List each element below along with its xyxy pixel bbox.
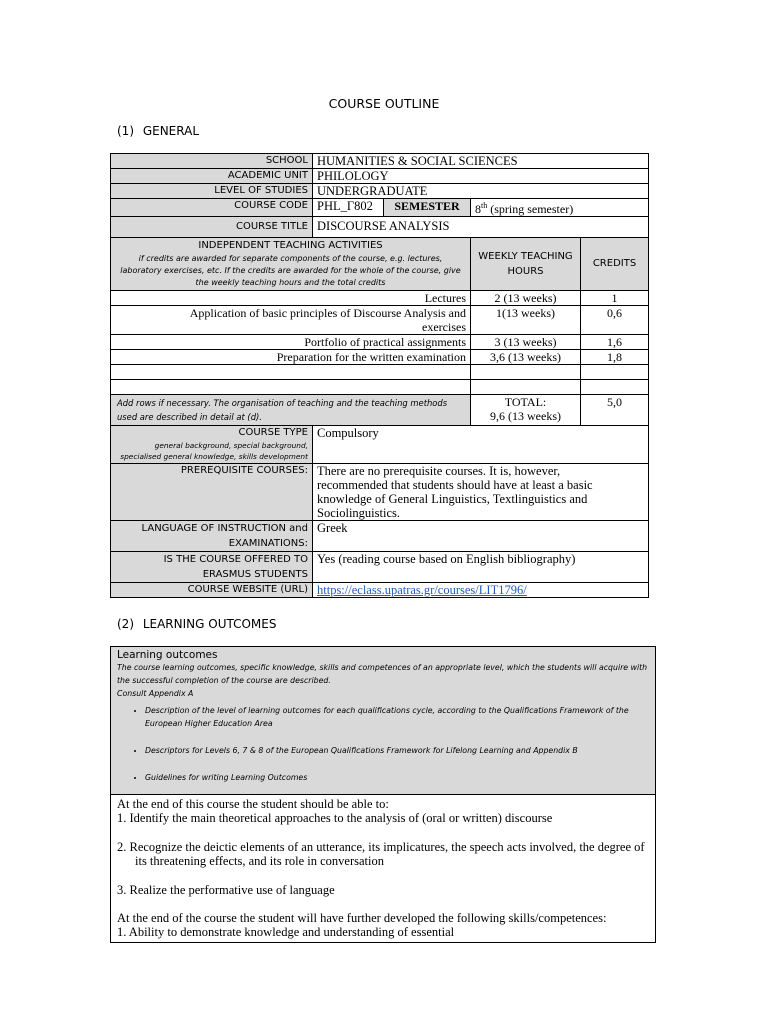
section-label: LEARNING OUTCOMES [142,617,277,631]
academic-unit-row [111,169,649,184]
course-website-link[interactable]: https://eclass.upatras.gr/courses/LIT1796/ [317,583,527,597]
outcomes-intro: At the end of this course the student should be able to: [117,797,389,811]
learning-outcomes-title: Learning outcomes [117,649,218,661]
course-title-value: DISCOURSE ANALYSIS [313,217,649,238]
page-title: COURSE OUTLINE [328,96,440,111]
course-code-label: COURSE CODE [111,199,313,217]
guidance-item: • Descriptors for Levels 6, 7 & 8 of the European Qualifications Framework for Lifelong Learning and Appendix B [145,744,649,757]
consult-appendix: Consult Appendix A [117,689,194,698]
credits-header: CREDITS [581,238,649,291]
academic-unit-value: PHILOLOGY [313,169,649,184]
level-row [111,184,649,199]
level-value: UNDERGRADUATE [313,184,649,199]
section-number: (1) [117,124,134,138]
weekly-hours-header: WEEKLY TEACHING HOURS [471,238,581,291]
activities-footer-note: Add rows if necessary. The organisation of teaching and the teaching methods used are described in detail at (d). [117,398,448,422]
course-type-row [111,426,649,464]
total-hours: 9,6 (13 weeks) [490,409,561,423]
activity-credits: 1,6 [581,335,649,350]
erasmus-value: Yes (reading course based on English bibliography) [313,552,649,583]
semester-suffix: th [481,201,488,210]
erasmus-row [111,552,649,583]
website-cell [313,583,649,598]
language-label: LANGUAGE OF INSTRUCTION and EXAMINATIONS: [111,521,313,552]
learning-outcomes-content-row [111,795,656,943]
school-row [111,154,649,169]
activity-row [111,306,649,335]
school-label: SCHOOL [111,154,313,169]
total-label: TOTAL: [504,395,547,409]
course-type-value: Compulsory [313,426,649,464]
guidance-item: • Guidelines for writing Learning Outcomes [145,771,649,784]
learning-outcomes-guidance-row [111,647,656,795]
course-type-label-cell [111,426,313,464]
activity-name: Lectures [111,291,471,306]
semester-value [471,199,649,217]
level-label: LEVEL OF STUDIES [111,184,313,199]
outcome-item: 1. Identify the main theoretical approaches to the analysis of (oral or written) discourse [117,811,553,826]
activity-credits: 0,6 [581,306,649,335]
academic-unit-label: ACADEMIC UNIT [111,169,313,184]
activities-header-note: if credits are awarded for separate components of the course, e.g. lectures, laboratory exercises, etc. If the credits are awarded for the whole of the course, give the weekly teaching hours and the total credits [120,254,461,287]
skills-intro: At the end of the course the student will have further developed the following skills/competences: [117,911,607,926]
school-value: HUMANITIES & SOCIAL SCIENCES [313,154,649,169]
semester-label: SEMESTER [384,199,471,217]
website-label: COURSE WEBSITE (URL) [111,583,313,598]
learning-outcomes-guidance [111,647,656,795]
course-code-value: PHL_Γ802 [313,199,384,217]
prerequisites-row [111,464,649,521]
language-value: Greek [313,521,649,552]
activity-hours: 3 (13 weeks) [471,335,581,350]
learning-outcomes-content [111,795,656,943]
activity-credits: 1 [581,291,649,306]
course-title-label: COURSE TITLE [111,217,313,238]
activities-footer-cell [111,395,471,426]
semester-detail: (spring semester) [487,202,574,216]
learning-outcomes-table [110,646,656,943]
section-label: GENERAL [142,124,200,138]
total-row [111,395,649,426]
outcome-item: 2. Recognize the deictic elements of an utterance, its implicatures, the speech acts involved, the degree of its threatening effects, and its role in conversation [117,839,645,869]
empty-row [111,365,649,380]
activities-header-cell [111,238,471,291]
prerequisites-label: PREREQUISITE COURSES: [111,464,313,521]
activities-header-row [111,238,649,291]
prerequisites-value: There are no prerequisite courses. It is, however, recommended that students should have at least a basic knowledge of General Linguistics, Textlinguistics and Sociolinguistics. [313,464,649,521]
section-heading-general [117,124,199,138]
activity-hours: 2 (13 weeks) [471,291,581,306]
activities-header: INDEPENDENT TEACHING ACTIVITIES [198,240,383,251]
activity-name: Portfolio of practical assignments [111,335,471,350]
section-heading-outcomes [117,617,276,631]
language-row [111,521,649,552]
activity-name: Preparation for the written examination [111,350,471,365]
activity-hours: 1(13 weeks) [471,306,581,335]
course-type-sublabel: general background, special background, specialised general knowledge, skills development [120,441,308,461]
guidance-list [117,704,649,784]
activity-row [111,291,649,306]
semester-number: 8 [475,202,481,216]
general-table [110,153,649,598]
activity-row [111,350,649,365]
total-credits: 5,0 [581,395,649,426]
total-hours-cell [471,395,581,426]
course-type-label: COURSE TYPE [238,427,308,438]
course-title-row [111,217,649,238]
activity-hours: 3,6 (13 weeks) [471,350,581,365]
course-code-row [111,199,649,217]
empty-row [111,380,649,395]
activity-row [111,335,649,350]
outcome-item: 3. Realize the performative use of language [117,882,335,897]
erasmus-label: IS THE COURSE OFFERED TO ERASMUS STUDENTS [111,552,313,583]
activity-credits: 1,8 [581,350,649,365]
skill-item: 1. Ability to demonstrate knowledge and understanding of essential [117,925,455,940]
section-number: (2) [117,617,134,631]
learning-outcomes-description: The course learning outcomes, specific knowledge, skills and competences of an appropriate level, which the students will acquire with the successful completion of the course are described. [117,663,648,685]
website-row [111,583,649,598]
activity-name: Application of basic principles of Discourse Analysis and exercises [111,306,471,335]
guidance-item: • Description of the level of learning outcomes for each qualifications cycle, according to the Qualifications Framework of the European Higher Education Area [145,704,649,730]
